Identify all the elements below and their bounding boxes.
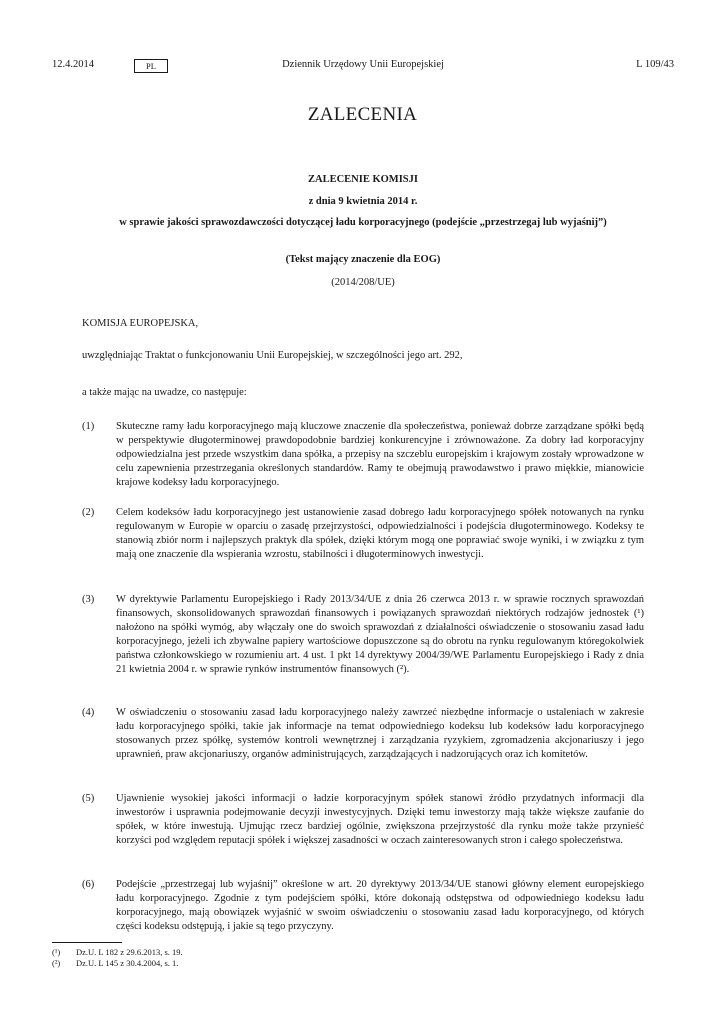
footnote-divider: [52, 942, 122, 943]
footnote-text: Dz.U. L 145 z 30.4.2004, s. 1.: [76, 958, 179, 968]
page-number: L 109/43: [636, 59, 674, 70]
document-reference: (2014/208/UE): [331, 277, 395, 288]
recital-number: (6): [82, 879, 95, 890]
having-regard: uwzględniając Traktat o funkcjonowaniu Unii Europejskiej, w szczególności jego art. 292,: [82, 350, 463, 361]
footnote-number: (²): [52, 958, 61, 968]
recital-text: Podejście „przestrzegaj lub wyjaśnij” określone w art. 20 dyrektywy 2013/34/UE stanowi główny element europejskiego ładu korporacyjnego. Zgodnie z tym podejściem spółki, które dokonają odstępstwa od odpowiedniego kodeksu ładu korporacyjnego, mają obowiązek wyjaśnić w swoim oświadczeniu o stosowaniu zasad ładu korporacyjnego, od których części kodeksu odstępują, i jakie są tego przyczyny.: [116, 879, 644, 932]
recital: [82, 878, 644, 934]
footnote: [52, 958, 178, 968]
header-date: 12.4.2014: [52, 59, 94, 70]
recital: [82, 706, 644, 762]
recital: [82, 506, 644, 562]
recital-text: Skuteczne ramy ładu korporacyjnego mają kluczowe znaczenie dla społeczeństwa, ponieważ dobrze zarządzane spółki będą w perspektywie długoterminowej prawdopodobnie bardziej konkurencyjne i zrównoważone. Za dobry ład korporacyjny odpowiedzialna jest przede wszystkim dana spółka, a przepisy na szczeblu europejskim i krajowym zostały wprowadzone w celu zapewnienia przestrzegania określonych standardów. Ramy te obejmują prawodawstwo i prawo miękkie, mianowicie krajowe kodeksy ładu korporacyjnego.: [116, 421, 644, 488]
recital: [82, 792, 644, 848]
footnote-text: Dz.U. L 182 z 29.6.2013, s. 19.: [76, 947, 183, 957]
section-title: ZALECENIA: [307, 104, 418, 125]
recital-number: (2): [82, 507, 95, 518]
page-header: [52, 59, 674, 75]
recital-text: Ujawnienie wysokiej jakości informacji o ładzie korporacyjnym spółek stanowi źródło przydatnych informacji dla inwestorów i usprawnia podejmowanie decyzji inwestycyjnych. Dzięki temu inwestorzy mają także większe zaufanie do spółek, w które inwestują. Ujmując rzecz bardziej ogólnie, zwiększona przejrzystość dla rynku może także przynieść korzyści pod względem reputacji spółek i większej zasadności w oczach zainteresowanych stron i całego społeczeństwa.: [116, 793, 644, 846]
recital-number: (4): [82, 707, 95, 718]
recital-text: W oświadczeniu o stosowaniu zasad ładu korporacyjnego należy zawrzeć niezbędne informacje o ustaleniach w zakresie ładu korporacyjnego spółki, takie jak informacje na temat odpowiedniego kodeksu lub kodeksów ładu korporacyjnego stosowanych przez spółkę, systemów kontroli wewnętrznej i zarządzania ryzykiem, zgromadzenia akcjonariuszy i jego uprawnień, praw akcjonariuszy, organów administrujących, zarządzających i nadzorujących oraz ich komitetów.: [116, 707, 644, 760]
issuer: KOMISJA EUROPEJSKA,: [82, 318, 199, 329]
document-title: ZALECENIE KOMISJI: [308, 174, 418, 185]
recital-text: Celem kodeksów ładu korporacyjnego jest ustanowienie zasad dobrego ładu korporacyjnego spółek notowanych na rynku regulowanym w Europie w oparciu o zasadę przejrzystości, odpowiedzialności i podejścia długoterminowego. Kodeksy te stanowią zbiór norm i najlepszych praktyk dla spółek, dzięki którym mogą one poprawiać swoje wyniki, i w związku z tym mają one znaczenie dla wspierania wzrostu, stabilności i długoterminowych inwestycji.: [116, 507, 644, 560]
recital: [82, 593, 644, 677]
document-subject: w sprawie jakości sprawozdawczości dotyczącej ładu korporacyjnego (podejście „przestrzegaj lub wyjaśnij”): [119, 217, 607, 228]
eea-note: (Tekst mający znaczenie dla EOG): [285, 254, 441, 265]
document-date: z dnia 9 kwietnia 2014 r.: [308, 196, 418, 207]
journal-title: Dziennik Urzędowy Unii Europejskiej: [282, 59, 444, 70]
recital: [82, 420, 644, 490]
footnote-number: (¹): [52, 947, 61, 957]
recital-text: W dyrektywie Parlamentu Europejskiego i Rady 2013/34/UE z dnia 26 czerwca 2013 r. w sprawie rocznych sprawozdań finansowych, skonsolidowanych sprawozdań finansowych i powiązanych sprawozdań niektórych rodzajów jednostek (¹) nałożono na spółki wymóg, aby włączały one do swoich sprawozdań z działalności oświadczenie o stosowaniu zasad ładu korporacyjnego, jeżeli ich zbywalne papiery wartościowe dopuszczone są do obrotu na rynku regulowanym któregokolwiek państwa członkowskiego w rozumieniu art. 4 ust. 1 pkt 14 dyrektywy 2004/39/WE Parlamentu Europejskiego i Rady z dnia 21 kwietnia 2004 r. w sprawie rynków instrumentów finansowych (²).: [116, 594, 644, 675]
language-badge: PL: [134, 59, 168, 73]
recital-number: (5): [82, 793, 95, 804]
recital-number: (3): [82, 594, 95, 605]
footnote: [52, 947, 183, 957]
whereas: a także mając na uwadze, co następuje:: [82, 387, 247, 398]
recital-number: (1): [82, 421, 95, 432]
